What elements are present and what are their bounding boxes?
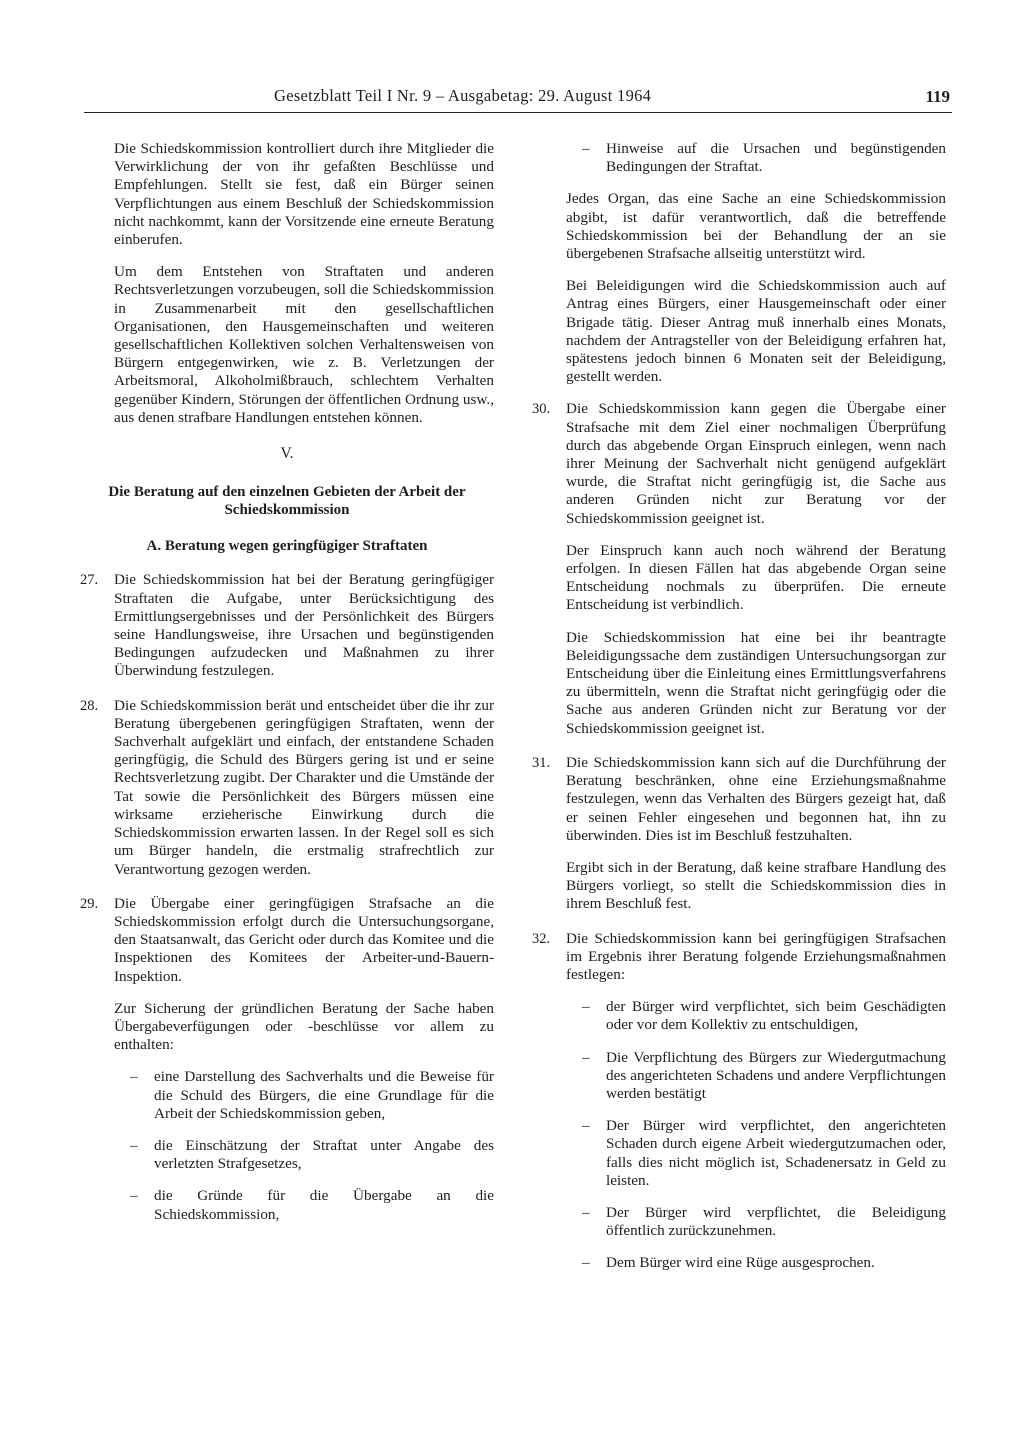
list-item (582, 998, 946, 1034)
dash-bullet: – (582, 1117, 590, 1135)
clause-29 (80, 895, 494, 1238)
left-column (80, 140, 494, 1254)
clause-number: 28. (80, 697, 99, 714)
clause-text: Zur Sicherung der gründlichen Beratung der Sache haben Übergabeverfügungen oder -beschlüsse vor allem zu enthalten: (114, 999, 494, 1054)
list-item-text: Dem Bürger wird eine Rüge ausgesprochen. (606, 1254, 875, 1272)
clause-text: Die Schiedskommission hat eine bei ihr beantragte Beleidigungssache dem zuständigen Untersuchungsorgan zur Entscheidung über die Einleitung eines Ermittlungsverfahrens zu übermitteln, wenn die Straftat nicht geringfügig oder die Sache aus anderen Gründen nicht zur Beratung vor der Schiedskommission geeignet ist. (566, 628, 946, 737)
page-number: 119 (925, 87, 950, 106)
section-heading: Die Beratung auf den einzelnen Gebieten der Arbeit der Schiedskommission (108, 484, 466, 519)
dash-bullet: – (130, 1187, 138, 1205)
clause-number: 31. (532, 754, 551, 771)
clause-31 (532, 754, 946, 914)
dash-bullet: – (582, 1048, 590, 1066)
paragraph: Die Schiedskommission kontrolliert durch ihre Mitglieder die Verwirklichung der von ihr gefaßten Beschlüsse und Empfehlungen. Stellt sie fest, daß ein Bürger seinen Verpflichtungen aus einem Beschluß der Schiedskommission nicht nachkommt, kann der Vorsitzende eine erneute Beratung einberufen. (114, 140, 494, 249)
running-title: Gesetzblatt Teil I Nr. 9 – Ausgabetag: 29. August 1964 (274, 86, 652, 105)
clause-text: Die Schiedskommission kann bei geringfügigen Strafsachen im Ergebnis ihrer Beratung folgende Erziehungsmaßnahmen festlegen: (566, 929, 946, 983)
clause-text: Ergibt sich in der Beratung, daß keine strafbare Handlung des Bürgers vorliegt, so stellt die Schiedskommission dies in ihrem Beschluß fest. (566, 858, 946, 913)
clause-text: Die Schiedskommission kann gegen die Übergabe einer Strafsache mit dem Ziel einer nochmaligen Überprüfung durch das abgebende Organ Einspruch einlegen, wenn nach ihrer Meinung der Sachverhalt nicht genügend aufgeklärt wurde, die Straftat nicht geringfügig ist, die Sache aus anderen Gründen nicht zur Beratung vor der Schiedskommission geeignet ist. (566, 400, 946, 527)
paragraph: Um dem Entstehen von Straftaten und anderen Rechtsverletzungen vorzubeugen, soll die Schiedskommission in Zusammenarbeit mit den gesellschaftlichen Organisationen, den Hausgemeinschaften und weiteren gesellschaftlichen Kollektiven solchen Verhaltensweisen von Bürgern entgegenwirken, wie z. B. Verletzungen der Arbeitsmoral, Alkoholmißbrauch, schlechtem Verhalten gegenüber Kindern, Störungen der öffentlichen Ordnung usw., aus denen strafbare Handlungen entstehen können. (114, 263, 494, 426)
list-item (582, 1117, 946, 1190)
dash-bullet: – (582, 998, 590, 1016)
dash-bullet: – (582, 1203, 590, 1221)
clause-text: Die Übergabe einer geringfügigen Strafsache an die Schiedskommission erfolgt durch die Untersuchungsorgane, den Staatsanwalt, das Gericht oder durch das Komitee und die Inspektionen des Komitees der Arbeiter-und-Bauern-Inspektion. (114, 894, 494, 985)
page-header (84, 86, 952, 113)
clause-text: Die Schiedskommission kann sich auf die Durchführung der Beratung beschränken, ohne eine Erziehungsmaßnahme festzulegen, wenn das Verhalten des Bürgers gezeigt hat, daß er seinen Fehler eingesehen und begonnen hat, ihn zu überwinden. Dies ist im Beschluß festzuhalten. (566, 753, 946, 844)
list-item (130, 1068, 494, 1123)
clause-number: 30. (532, 401, 551, 418)
clause-30 (532, 400, 946, 737)
clause-text: Die Schiedskommission hat bei der Beratung geringfügiger Straftaten die Aufgabe, unter Berücksichtigung des Ermittlungsergebnisses und der Persönlichkeit des Bürgers seine Handlungsweise, ihre Ursachen und begünstigenden Bedingungen aufzudecken und Maßnahmen zu ihrer Überwindung festzulegen. (114, 571, 494, 680)
list-item (582, 140, 946, 176)
clause-number: 29. (80, 895, 99, 912)
list-item-text: die Einschätzung der Straftat unter Angabe des verletzten Strafgesetzes, (154, 1136, 494, 1173)
list-item-text: Hinweise auf die Ursachen und begünstigenden Bedingungen der Straftat. (606, 140, 946, 176)
clause-text: Die Schiedskommission berät und entscheidet über die ihr zur Beratung übergebenen geringfügigen Straftaten, wenn der Sachverhalt aufgeklärt und einfach, der entstandene Schaden geringfügig, die Schuld des Bürgers gering ist und er seine Rechtsverletzung zugibt. Der Charakter und die Umstände der Tat sowie die Persönlichkeit des Bürgers müssen eine wirksame erzieherische Einwirkung durch die Schiedskommission erwarten lassen. In der Regel soll es sich um Bürger handeln, die erstmalig strafrechtlich zur Verantwortung gezogen werden. (114, 696, 494, 878)
list-item (582, 1254, 946, 1272)
clause-27 (80, 571, 494, 680)
right-column (532, 140, 946, 1303)
paragraph: Jedes Organ, das eine Sache an eine Schiedskommission abgibt, ist dafür verantwortlich, daß die betreffende Schiedskommission bei der Behandlung der an sie übergebenen Strafsache allseitig unterstützt wird. (566, 190, 946, 263)
list-item (582, 1204, 946, 1240)
paragraph: Bei Beleidigungen wird die Schiedskommission auch auf Antrag eines Bürgers, einer Hausgemeinschaft oder einer Brigade tätig. Dieser Antrag muß innerhalb eines Monats, nachdem der Antragsteller von der Beleidigung erfahren hat, spätestens jedoch binnen 6 Monaten seit der Beleidigung, gestellt werden. (566, 277, 946, 386)
clause-28 (80, 697, 494, 879)
list-item-text: der Bürger wird verpflichtet, sich beim Geschädigten oder vor dem Kollektiv zu entschuldigen, (606, 998, 946, 1034)
dash-bullet: – (130, 1136, 138, 1154)
list-item-text: die Gründe für die Übergabe an die Schiedskommission, (154, 1187, 494, 1223)
list-item (130, 1187, 494, 1223)
section-numeral: V. (280, 445, 294, 463)
list-item-text: eine Darstellung des Sachverhalts und die Beweise für die Schuld des Bürgers, die eine Grundlage für die Arbeit der Schiedskommission geben, (154, 1068, 494, 1122)
list-item (130, 1137, 494, 1173)
dash-bullet: – (582, 140, 590, 157)
list-item-text: Die Verpflichtung des Bürgers zur Wiedergutmachung des angerichteten Schadens und andere Verpflichtungen werden bestätigt (606, 1048, 946, 1102)
clause-number: 27. (80, 572, 99, 589)
clause-32 (532, 930, 946, 1287)
list-item-text: Der Bürger wird verpflichtet, den angerichteten Schaden durch eigene Arbeit wiedergutzumachen oder, falls dies nicht möglich ist, Schadenersatz in Geld zu leisten. (606, 1117, 946, 1189)
clause-number: 32. (532, 930, 551, 947)
list-item (582, 1049, 946, 1104)
list-item-text: Der Bürger wird verpflichtet, die Beleidigung öffentlich zurückzunehmen. (606, 1203, 946, 1240)
subsection-heading: A. Beratung wegen geringfügiger Straftaten (146, 538, 428, 555)
clause-text: Der Einspruch kann auch noch während der Beratung erfolgen. In diesen Fällen hat das abgebende Organ seine Entscheidung nochmals zu überprüfen. Die erneute Entscheidung ist verbindlich. (566, 541, 946, 614)
dash-bullet: – (130, 1068, 138, 1086)
dash-bullet: – (582, 1254, 590, 1272)
